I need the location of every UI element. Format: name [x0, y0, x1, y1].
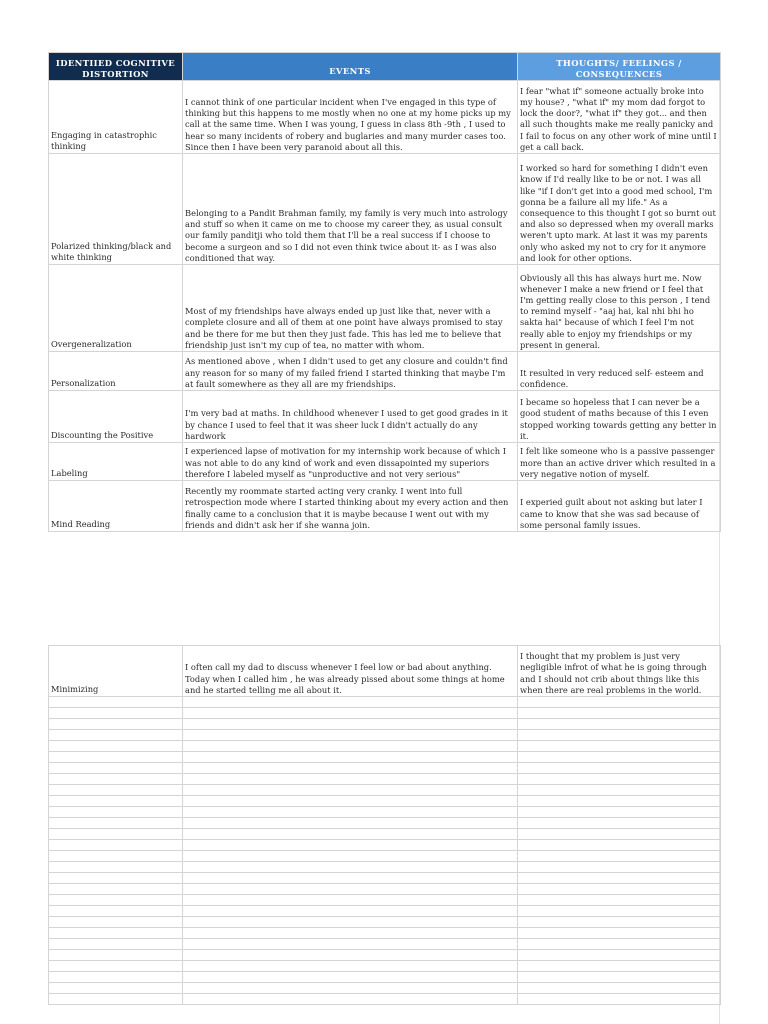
empty-cell [183, 829, 518, 840]
empty-cell [183, 763, 518, 774]
empty-row [49, 763, 721, 774]
empty-cell [183, 774, 518, 785]
empty-row [49, 741, 721, 752]
event-cell: I experienced lapse of motivation for my internship work because of which I was not able to do any kind of work and even dissapointed my superiors therefore I labeled myself as "unproductive and not very serious" [183, 443, 518, 481]
distortion-cell: Discounting the Positive [49, 391, 183, 443]
empty-cell [49, 983, 183, 994]
empty-cell [518, 950, 721, 961]
empty-cell [49, 796, 183, 807]
empty-cell [183, 873, 518, 884]
distortion-table [48, 52, 721, 532]
table-row [49, 154, 721, 265]
empty-cell [49, 961, 183, 972]
empty-cell [183, 697, 518, 708]
table-row [49, 481, 721, 532]
distortion-cell: Personalization [49, 352, 183, 391]
empty-cell [49, 752, 183, 763]
empty-cell [183, 884, 518, 895]
empty-row [49, 752, 721, 763]
empty-cell [518, 862, 721, 873]
table-row [49, 646, 721, 697]
empty-cell [183, 928, 518, 939]
empty-row [49, 950, 721, 961]
empty-cell [49, 730, 183, 741]
empty-row [49, 840, 721, 851]
empty-row [49, 708, 721, 719]
empty-row [49, 774, 721, 785]
empty-cell [518, 983, 721, 994]
thought-cell: Obviously all this has always hurt me. Now whenever I make a new friend or I feel that I'm getting really close to this person , I tend to remind myself - "aaj hai, kal nhi bhi ho sakta hai" because of which I feel I'm not really able to enjoy my friendships or my present in general. [518, 265, 721, 352]
empty-cell [518, 730, 721, 741]
empty-row [49, 807, 721, 818]
empty-cell [49, 906, 183, 917]
empty-cell [183, 895, 518, 906]
empty-cell [518, 796, 721, 807]
empty-cell [518, 719, 721, 730]
empty-row [49, 928, 721, 939]
empty-cell [49, 829, 183, 840]
empty-row [49, 895, 721, 906]
empty-cell [518, 895, 721, 906]
header-events: EVENTS [183, 53, 518, 81]
empty-cell [49, 774, 183, 785]
empty-cell [518, 829, 721, 840]
empty-cell [183, 785, 518, 796]
empty-cell [49, 939, 183, 950]
thought-cell: It resulted in very reduced self- esteem and confidence. [518, 352, 721, 391]
empty-cell [49, 763, 183, 774]
empty-cell [518, 763, 721, 774]
empty-row [49, 851, 721, 862]
distortion-table-continued [48, 645, 721, 1005]
empty-cell [518, 928, 721, 939]
empty-cell [518, 774, 721, 785]
empty-cell [183, 917, 518, 928]
empty-cell [183, 840, 518, 851]
empty-cell [183, 994, 518, 1005]
event-cell: I'm very bad at maths. In childhood whenever I used to get good grades in it by chance I used to feel that it was sheer luck I didn't actually do any hardwork [183, 391, 518, 443]
empty-cell [49, 708, 183, 719]
empty-cell [183, 818, 518, 829]
table-row [49, 352, 721, 391]
table-row [49, 265, 721, 352]
empty-row [49, 697, 721, 708]
empty-cell [49, 807, 183, 818]
empty-cell [49, 928, 183, 939]
empty-cell [49, 697, 183, 708]
empty-cell [183, 961, 518, 972]
empty-cell [183, 719, 518, 730]
empty-cell [518, 994, 721, 1005]
empty-row [49, 719, 721, 730]
empty-cell [49, 851, 183, 862]
empty-cell [183, 972, 518, 983]
empty-cell [518, 851, 721, 862]
empty-row [49, 862, 721, 873]
empty-cell [183, 796, 518, 807]
empty-row [49, 785, 721, 796]
empty-cell [49, 884, 183, 895]
thought-cell: I felt like someone who is a passive passenger more than an active driver which resulted in a very negative notion of myself. [518, 443, 721, 481]
empty-row [49, 873, 721, 884]
empty-cell [49, 895, 183, 906]
empty-row [49, 884, 721, 895]
event-cell: Recently my roommate started acting very cranky. I went into full retrospection mode where I started thinking about my every action and then finally came to a conclusion that it is maybe because I went out with my friends and didn't ask her if she wanna join. [183, 481, 518, 532]
empty-cell [49, 818, 183, 829]
empty-cell [518, 807, 721, 818]
empty-row [49, 906, 721, 917]
distortion-cell: Overgeneralization [49, 265, 183, 352]
empty-cell [518, 752, 721, 763]
empty-row [49, 917, 721, 928]
empty-cell [518, 818, 721, 829]
empty-cell [183, 708, 518, 719]
empty-cell [49, 785, 183, 796]
empty-cell [49, 840, 183, 851]
empty-row [49, 994, 721, 1005]
empty-cell [183, 851, 518, 862]
empty-cell [183, 950, 518, 961]
empty-cell [49, 862, 183, 873]
empty-cell [49, 994, 183, 1005]
empty-row [49, 796, 721, 807]
table-row [49, 443, 721, 481]
thought-cell: I became so hopeless that I can never be a good student of maths because of this I even stopped working towards getting any better in it. [518, 391, 721, 443]
distortion-cell: Polarized thinking/black and white thinking [49, 154, 183, 265]
empty-cell [183, 741, 518, 752]
empty-cell [518, 785, 721, 796]
event-cell: I often call my dad to discuss whenever I feel low or bad about anything. Today when I called him , he was already pissed about some things at home and he started telling me all about it. [183, 646, 518, 697]
empty-cell [49, 972, 183, 983]
empty-cell [183, 906, 518, 917]
empty-cell [518, 906, 721, 917]
thought-cell: I fear "what if" someone actually broke into my house? , "what if" my mom dad forgot to lock the door?, "what if" they got... and then all such thoughts make me really panicky and I fail to focus on any other work of mine until I get a call back. [518, 81, 721, 154]
empty-cell [518, 939, 721, 950]
table-row [49, 391, 721, 443]
thought-cell: I experied guilt about not asking but later I came to know that she was sad because of some personal family issues. [518, 481, 721, 532]
empty-row [49, 730, 721, 741]
empty-cell [518, 961, 721, 972]
empty-cell [518, 884, 721, 895]
distortion-cell: Minimizing [49, 646, 183, 697]
empty-cell [518, 917, 721, 928]
empty-cell [49, 719, 183, 730]
event-cell: I cannot think of one particular incident when I've engaged in this type of thinking but this happens to me mostly when no one at my home picks up my call at the same time. When I was young, I guess in class 8th -9th , I used to hear so many incidents of robery and buglaries and many murder cases too. Since then I have been very paranoid about all this. [183, 81, 518, 154]
empty-cell [183, 752, 518, 763]
empty-cell [518, 972, 721, 983]
empty-row [49, 829, 721, 840]
distortion-cell: Mind Reading [49, 481, 183, 532]
event-cell: Belonging to a Pandit Brahman family, my family is very much into astrology and stuff so when it came on me to choose my career they, as usual consult our family panditji who told them that I'll be a real success if I choose to become a surgeon and so I did not even think twice about it- as I was also conditioned that way. [183, 154, 518, 265]
empty-cell [518, 708, 721, 719]
empty-cell [518, 873, 721, 884]
empty-row [49, 972, 721, 983]
empty-cell [49, 917, 183, 928]
empty-cell [183, 983, 518, 994]
thought-cell: I worked so hard for something I didn't even know if I'd really like to be or not. I was all like "if I don't get into a good med school, I'm gonna be a failure all my life." As a consequence to this thought I got so burnt out and also so depressed when my overall marks weren't upto mark. At last it was my parents only who asked my not to cry for it anymore and look for other options. [518, 154, 721, 265]
empty-cell [518, 840, 721, 851]
header-distortion: IDENTIIED COGNITIVE DISTORTION [49, 53, 183, 81]
empty-row [49, 818, 721, 829]
empty-cell [518, 697, 721, 708]
empty-cell [49, 741, 183, 752]
empty-cell [518, 741, 721, 752]
empty-cell [183, 862, 518, 873]
empty-cell [49, 950, 183, 961]
empty-cell [49, 873, 183, 884]
empty-cell [183, 939, 518, 950]
distortion-cell: Engaging in catastrophic thinking [49, 81, 183, 154]
thought-cell: I thought that my problem is just very negligible infrot of what he is going through and I should not crib about things like this when there are real problems in the world. [518, 646, 721, 697]
empty-row [49, 939, 721, 950]
event-cell: Most of my friendships have always ended up just like that, never with a complete closure and all of them at one point have always promised to stay and be there for me but then they just fade. This has led me to believe that friendship just isn't my cup of tea, no matter with whom. [183, 265, 518, 352]
empty-cell [183, 730, 518, 741]
header-thoughts: THOUGHTS/ FEELINGS / CONSEQUENCES [518, 53, 721, 81]
empty-row [49, 983, 721, 994]
table-row [49, 81, 721, 154]
empty-cell [183, 807, 518, 818]
empty-row [49, 961, 721, 972]
distortion-cell: Labeling [49, 443, 183, 481]
event-cell: As mentioned above , when I didn't used to get any closure and couldn't find any reason for so many of my failed friend I started thinking that maybe I'm at fault somewhere as they all are my friendships. [183, 352, 518, 391]
